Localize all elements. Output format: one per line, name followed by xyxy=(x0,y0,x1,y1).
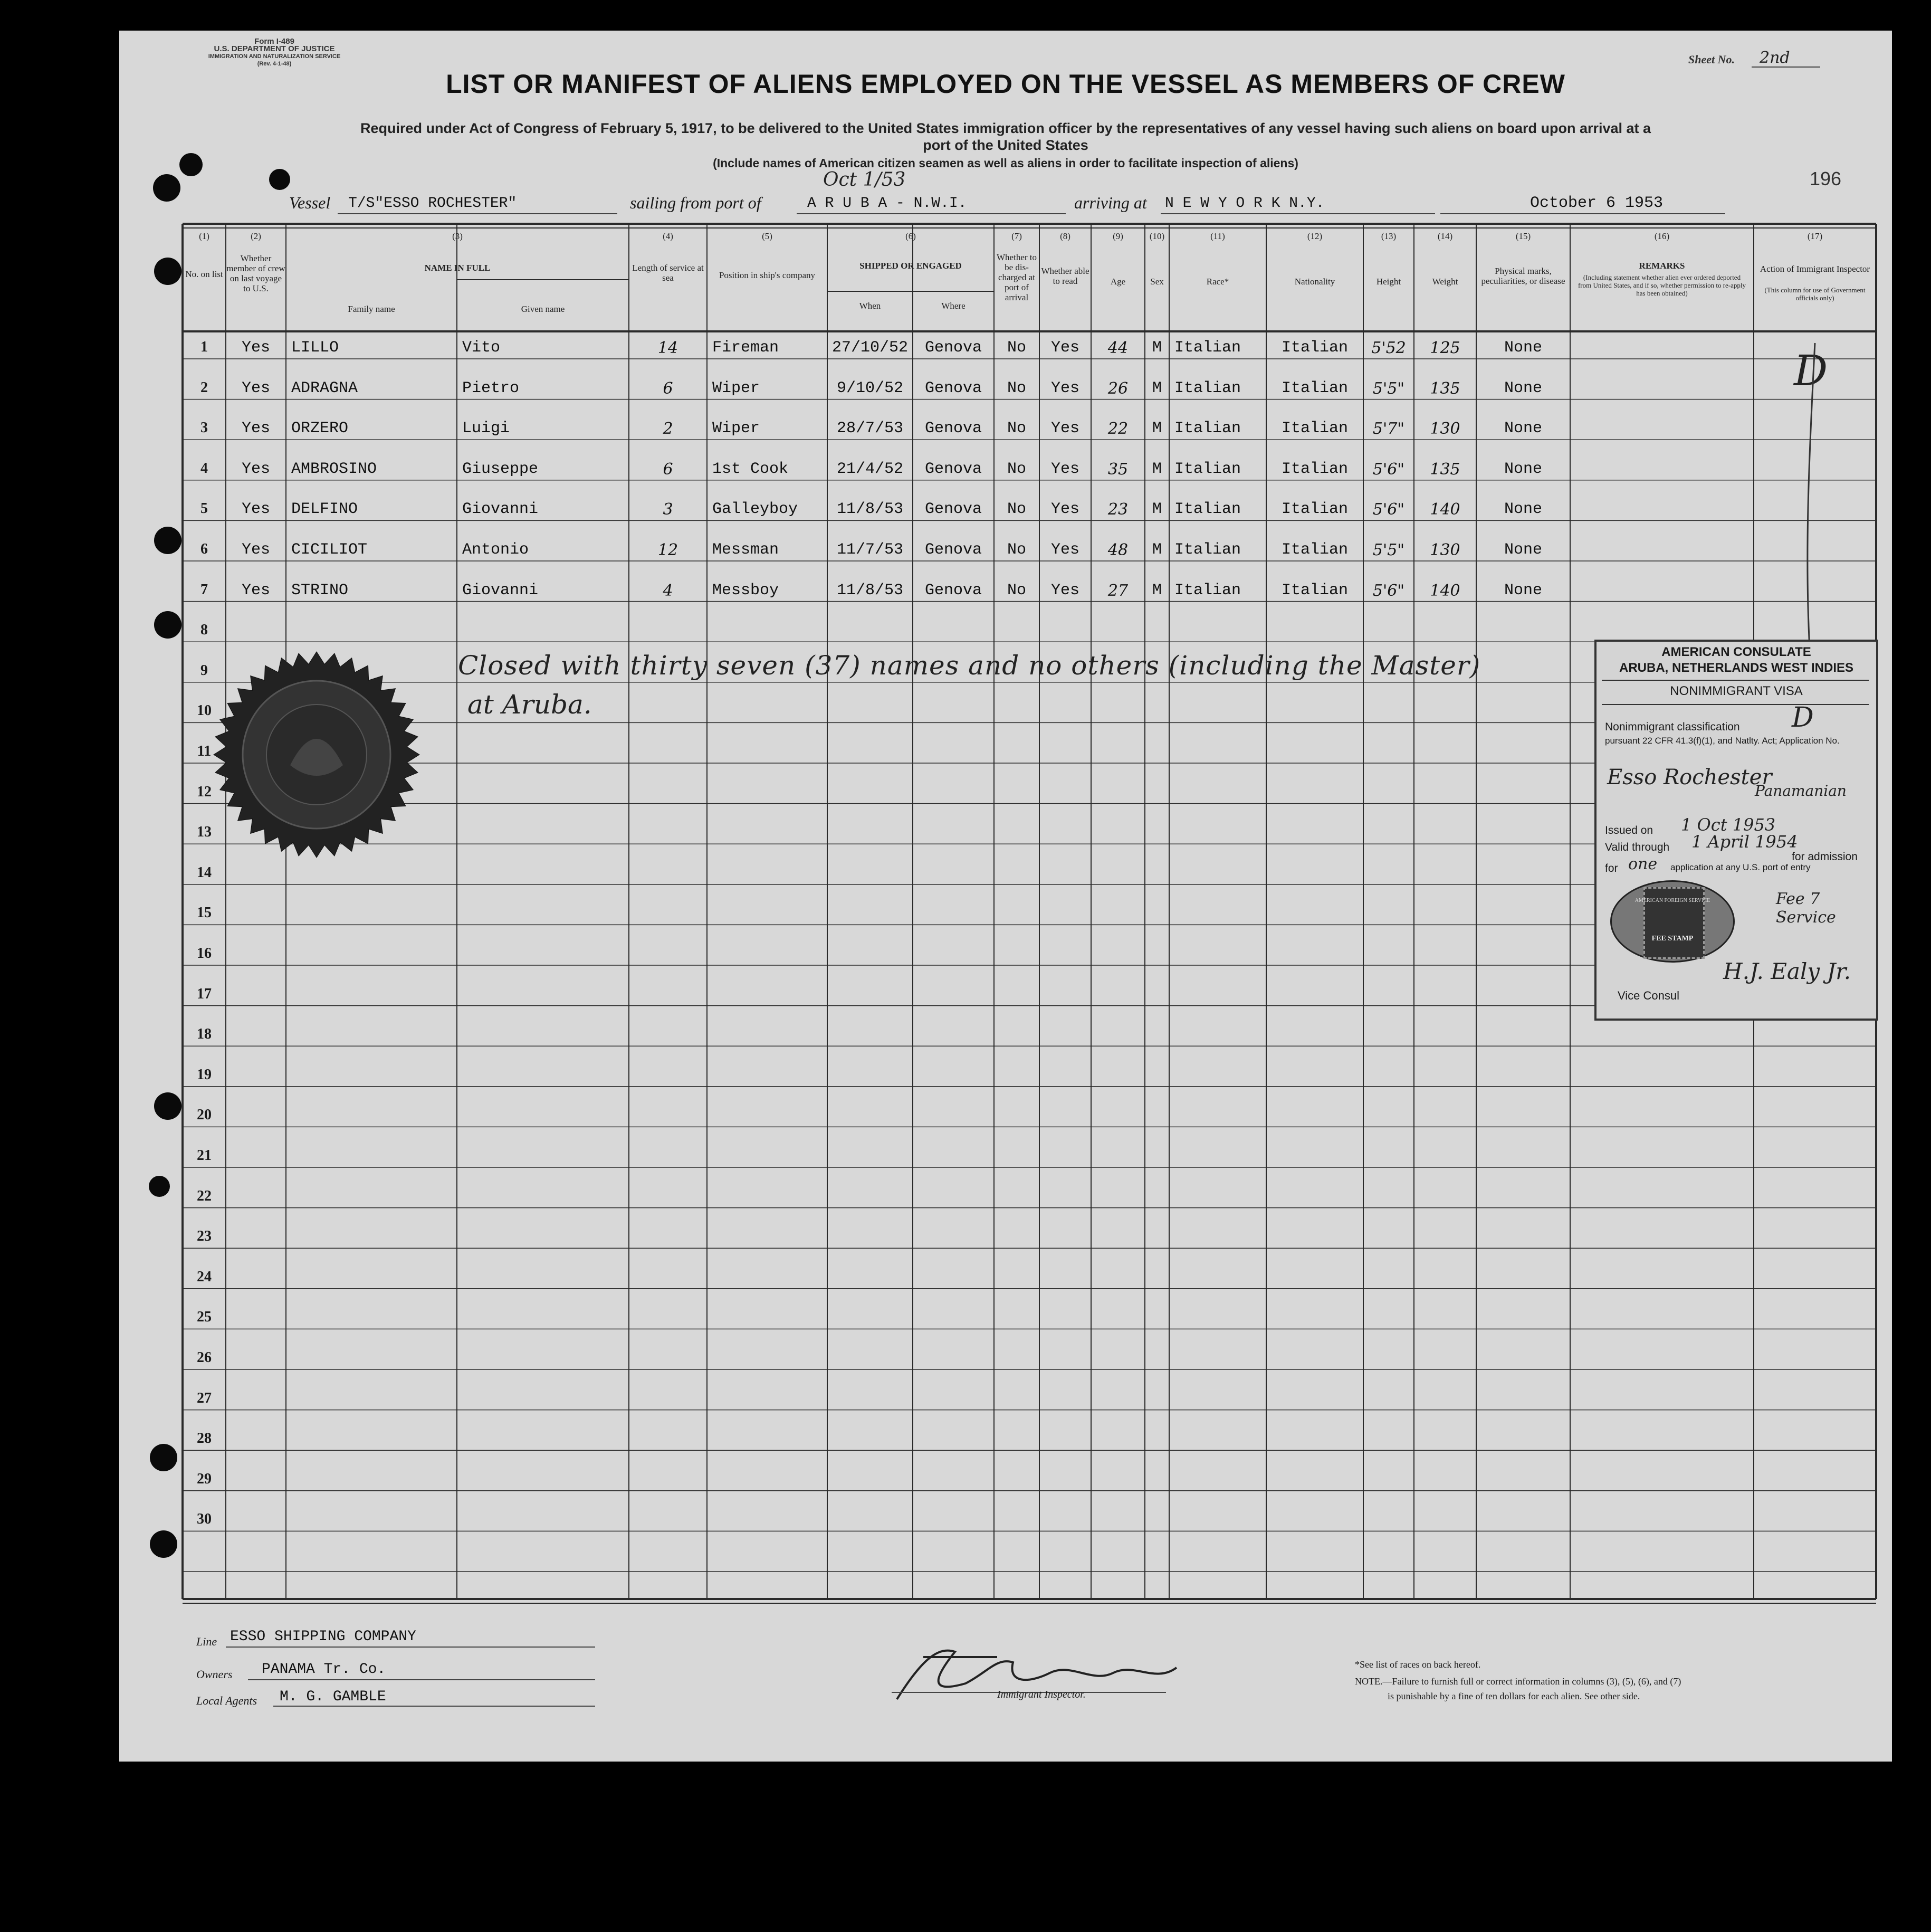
inspector-label: Immigrant Inspector. xyxy=(997,1689,1086,1700)
cell-where: Genova xyxy=(924,500,982,519)
page-number: 196 xyxy=(1810,168,1842,189)
cell-crew: Yes xyxy=(241,581,270,599)
line-value: ESSO SHIPPING COMPANY xyxy=(230,1629,416,1645)
cell-position: Wiper xyxy=(712,420,760,438)
cell-family: ORZERO xyxy=(291,420,349,438)
cell-where: Genova xyxy=(924,581,982,599)
cell-height: 5'7" xyxy=(1372,420,1405,439)
stamp-valid-label: Valid through xyxy=(1605,841,1670,853)
cell-sex: M xyxy=(1152,420,1162,438)
cell-read: Yes xyxy=(1050,339,1079,357)
cell-crew: Yes xyxy=(241,460,270,478)
col-number-14: (14) xyxy=(1437,231,1453,241)
cell-nationality: Italian xyxy=(1281,460,1349,478)
closing-note: Closed with thirty seven (37) names and no others (including the Master) xyxy=(458,650,1481,681)
col-header-name: NAME IN FULL xyxy=(424,263,491,273)
cell-marks: None xyxy=(1504,420,1542,438)
vessel-label: Vessel xyxy=(289,193,331,212)
stamp-application: application at any U.S. port of entry xyxy=(1670,862,1811,872)
cell-read: Yes xyxy=(1050,500,1079,519)
col-number-7: (7) xyxy=(1011,231,1022,241)
col-number-17: (17) xyxy=(1807,231,1823,241)
col-header-service: Length of service at sea xyxy=(632,263,704,283)
row-number: 30 xyxy=(197,1511,212,1528)
cell-position: 1st Cook xyxy=(712,460,789,478)
row-number: 20 xyxy=(197,1107,212,1124)
row-number: 19 xyxy=(197,1066,212,1083)
row-number: 25 xyxy=(197,1309,212,1326)
stamp-flag: Panamanian xyxy=(1755,782,1847,800)
cell-crew: Yes xyxy=(241,420,270,438)
stamp-location: ARUBA, NETHERLANDS WEST INDIES xyxy=(1619,661,1853,675)
stamp-seal-text: AMERICAN FOREIGN SERVICE xyxy=(1634,898,1710,903)
stamp-for-label: for xyxy=(1605,862,1618,874)
cell-read: Yes xyxy=(1050,581,1079,599)
row-number: 6 xyxy=(200,541,208,557)
row-number: 8 xyxy=(200,622,208,639)
cell-where: Genova xyxy=(924,541,982,559)
cell-given: Luigi xyxy=(462,420,510,438)
cell-age: 22 xyxy=(1107,420,1129,439)
cell-crew: Yes xyxy=(241,339,270,357)
col-header-remarks: REMARKS xyxy=(1639,261,1685,271)
cell-marks: None xyxy=(1504,541,1542,559)
col-number-10: (10) xyxy=(1149,231,1165,241)
stamp-for-value: one xyxy=(1628,855,1658,873)
col-number-13: (13) xyxy=(1381,231,1397,241)
col-header-action-sub: (This column for use of Government officials only) xyxy=(1764,286,1866,302)
footer-note-fine-2: is punishable by a fine of ten dollars for each alien. See other side. xyxy=(1388,1691,1640,1701)
cell-sex: M xyxy=(1152,581,1162,599)
cell-given: Giovanni xyxy=(462,581,539,599)
col-header-no: No. on list xyxy=(185,269,223,279)
cell-when: 11/7/53 xyxy=(836,541,904,559)
page-title: LIST OR MANIFEST OF ALIENS EMPLOYED ON THE VESSEL AS MEMBERS OF CREW xyxy=(446,69,1565,99)
cell-discharged: No xyxy=(1007,339,1026,357)
inspector-action-line xyxy=(1794,338,1825,654)
col-header-age: Age xyxy=(1110,277,1126,287)
cell-family: STRINO xyxy=(291,581,349,599)
cell-where: Genova xyxy=(924,460,982,478)
cell-sex: M xyxy=(1152,460,1162,478)
col-header-remarks-sub: (Including statement whether alien ever ordered deported from United States, and if so, whether permission to re-apply has been obtained) xyxy=(1578,273,1746,297)
col-header-family: Family name xyxy=(348,304,395,314)
col-header-weight: Weight xyxy=(1432,277,1458,287)
cell-service: 14 xyxy=(657,339,678,357)
col-header-action: Action of Immigrant Inspector xyxy=(1760,264,1870,274)
col-header-position: Position in ship's company xyxy=(719,270,816,280)
stamp-consulate: AMERICAN CONSULATE xyxy=(1661,645,1811,659)
cell-discharged: No xyxy=(1007,379,1026,397)
col-number-3: (3) xyxy=(452,231,463,241)
col-number-12: (12) xyxy=(1307,231,1323,241)
cell-weight: 135 xyxy=(1430,379,1460,398)
cell-given: Antonio xyxy=(462,541,529,559)
col-header-race: Race* xyxy=(1206,277,1229,287)
cell-given: Giovanni xyxy=(462,500,539,519)
stamp-pursuant: pursuant 22 CFR 41.3(f)(1), and Natlty. Act; Application No. xyxy=(1605,736,1840,746)
sailing-label: sailing from port of xyxy=(630,193,761,212)
col-header-read: Whether able to read xyxy=(1041,266,1089,286)
row-number: 1 xyxy=(200,339,208,355)
cell-where: Genova xyxy=(924,339,982,357)
cell-given: Vito xyxy=(462,339,501,357)
closing-note-place: at Aruba. xyxy=(467,689,592,720)
arriving-label: arriving at xyxy=(1074,193,1147,212)
stamp-admission-label: for admission xyxy=(1792,851,1858,863)
arriving-port: N E W Y O R K N.Y. xyxy=(1165,195,1325,212)
col-number-16: (16) xyxy=(1654,231,1670,241)
cell-nationality: Italian xyxy=(1281,581,1349,599)
consul-label: Vice Consul xyxy=(1618,989,1679,1002)
col-header-height: Height xyxy=(1376,277,1401,287)
line-label: Line xyxy=(196,1635,217,1648)
cell-marks: None xyxy=(1504,500,1542,519)
cell-weight: 130 xyxy=(1430,420,1460,439)
row-number: 15 xyxy=(197,905,212,921)
cell-service: 3 xyxy=(663,500,673,519)
sheet-label: Sheet No. xyxy=(1688,53,1735,66)
cell-when: 9/10/52 xyxy=(836,379,904,397)
col-number-6: (6) xyxy=(905,231,916,241)
consul-signature: H.J. Ealy Jr. xyxy=(1723,958,1851,984)
row-number: 9 xyxy=(200,662,208,679)
stamp-issued-label: Issued on xyxy=(1605,824,1653,836)
cell-when: 21/4/52 xyxy=(836,460,904,478)
cell-position: Messboy xyxy=(712,581,779,599)
col-header-sex: Sex xyxy=(1150,277,1164,287)
row-number: 4 xyxy=(200,460,208,477)
col-number-11: (11) xyxy=(1210,231,1225,241)
col-header-given: Given name xyxy=(521,304,565,314)
cell-read: Yes xyxy=(1050,541,1079,559)
embossed-seal xyxy=(211,649,422,860)
footer-note-fine: NOTE.—Failure to furnish full or correct information in columns (3), (5), (6), and (7) xyxy=(1355,1676,1681,1687)
cell-height: 5'6" xyxy=(1372,460,1405,479)
cell-age: 26 xyxy=(1107,379,1129,398)
row-number: 5 xyxy=(200,500,208,517)
form-department: U.S. DEPARTMENT OF JUSTICE xyxy=(214,44,335,53)
sailing-date-note: Oct 1/53 xyxy=(823,169,906,191)
cell-service: 2 xyxy=(663,420,673,439)
row-number: 26 xyxy=(197,1349,212,1366)
cell-position: Messman xyxy=(712,541,779,559)
col-header-where: Where xyxy=(941,301,965,311)
cell-nationality: Italian xyxy=(1281,541,1349,559)
cell-sex: M xyxy=(1152,339,1162,357)
cell-service: 6 xyxy=(663,460,673,479)
cell-when: 11/8/53 xyxy=(836,500,904,519)
col-number-15: (15) xyxy=(1515,231,1531,241)
cell-crew: Yes xyxy=(241,500,270,519)
col-header-marks: Physical marks, peculiarities, or disease xyxy=(1481,266,1565,286)
owners-label: Owners xyxy=(196,1668,233,1681)
agents-value: M. G. GAMBLE xyxy=(280,1689,386,1705)
cell-read: Yes xyxy=(1050,379,1079,397)
cell-service: 4 xyxy=(663,581,673,600)
col-number-1: (1) xyxy=(199,231,209,241)
owners-value: PANAMA Tr. Co. xyxy=(262,1661,386,1678)
row-number: 16 xyxy=(197,945,212,962)
col-header-nationality: Nationality xyxy=(1294,277,1335,287)
row-number: 3 xyxy=(200,420,208,436)
vessel-name: T/S"ESSO ROCHESTER" xyxy=(348,195,517,212)
cell-race: Italian xyxy=(1174,460,1241,478)
row-number: 2 xyxy=(200,379,208,396)
subtitle-port: port of the United States xyxy=(923,137,1088,153)
subtitle-include: (Include names of American citizen seamen as well as aliens in order to facilitate inspection of aliens) xyxy=(713,156,1298,170)
row-number: 23 xyxy=(197,1228,212,1245)
stamp-visa-type: NONIMMIGRANT VISA xyxy=(1670,684,1803,698)
cell-age: 35 xyxy=(1107,460,1129,479)
cell-discharged: No xyxy=(1007,541,1026,559)
cell-race: Italian xyxy=(1174,420,1241,438)
stamp-fee-note: Fee 7 Service xyxy=(1776,890,1836,927)
cell-race: Italian xyxy=(1174,541,1241,559)
cell-sex: M xyxy=(1152,500,1162,519)
cell-age: 44 xyxy=(1107,339,1129,357)
row-number: 18 xyxy=(197,1026,212,1043)
cell-weight: 130 xyxy=(1430,541,1460,559)
cell-weight: 125 xyxy=(1430,339,1460,357)
subtitle-act: Required under Act of Congress of February 5, 1917, to be delivered to the United States immigration officer by the representatives of any vessel having such aliens on board upon arrival at a xyxy=(360,120,1651,136)
cell-given: Giuseppe xyxy=(462,460,539,478)
cell-weight: 140 xyxy=(1430,500,1460,519)
cell-family: AMBROSINO xyxy=(291,460,377,478)
col-header-when: When xyxy=(859,301,881,311)
cell-height: 5'52 xyxy=(1371,339,1406,357)
cell-crew: Yes xyxy=(241,379,270,397)
arrival-date: October 6 1953 xyxy=(1530,194,1664,212)
cell-height: 5'6" xyxy=(1372,581,1405,600)
col-number-4: (4) xyxy=(663,231,673,241)
cell-discharged: No xyxy=(1007,581,1026,599)
cell-family: ADRAGNA xyxy=(291,379,358,397)
stamp-classification: D xyxy=(1792,702,1814,734)
row-number: 22 xyxy=(197,1187,212,1204)
cell-weight: 135 xyxy=(1430,460,1460,479)
row-number: 7 xyxy=(200,581,208,598)
row-number: 10 xyxy=(197,702,212,719)
cell-nationality: Italian xyxy=(1281,420,1349,438)
cell-marks: None xyxy=(1504,460,1542,478)
col-number-9: (9) xyxy=(1113,231,1123,241)
cell-service: 12 xyxy=(657,541,678,559)
inspector-action-mark: D xyxy=(1794,346,1828,395)
row-number: 24 xyxy=(197,1268,212,1285)
cell-when: 27/10/52 xyxy=(831,339,909,357)
sailing-port: A R U B A - N.W.I. xyxy=(807,195,967,212)
cell-age: 27 xyxy=(1107,581,1129,600)
cell-age: 48 xyxy=(1107,541,1129,559)
cell-sex: M xyxy=(1152,541,1162,559)
row-number: 17 xyxy=(197,985,212,1002)
cell-where: Genova xyxy=(924,379,982,397)
col-header-crew: Whether member of crew on last voyage to U.S. xyxy=(226,253,285,293)
stamp-issued: 1 Oct 1953 xyxy=(1681,815,1776,835)
cell-nationality: Italian xyxy=(1281,500,1349,519)
form-number: Form I-489 xyxy=(254,37,294,46)
row-number: 13 xyxy=(197,824,212,841)
cell-family: DELFINO xyxy=(291,500,358,519)
form-revision: (Rev. 4-1-48) xyxy=(257,61,292,67)
form-service: IMMIGRATION AND NATURALIZATION SERVICE xyxy=(208,53,341,60)
cell-when: 28/7/53 xyxy=(836,420,904,438)
cell-discharged: No xyxy=(1007,420,1026,438)
row-number: 11 xyxy=(197,743,212,759)
col-number-2: (2) xyxy=(251,231,261,241)
cell-marks: None xyxy=(1504,581,1542,599)
fee-stamp-seal xyxy=(1610,880,1735,963)
consulate-visa-stamp xyxy=(1594,640,1878,1021)
row-number: 27 xyxy=(197,1389,212,1406)
row-number: 21 xyxy=(197,1147,212,1164)
cell-given: Pietro xyxy=(462,379,520,397)
cell-age: 23 xyxy=(1107,500,1129,519)
cell-where: Genova xyxy=(924,420,982,438)
sheet-number: 2nd xyxy=(1760,49,1790,67)
cell-race: Italian xyxy=(1174,500,1241,519)
cell-height: 5'5" xyxy=(1372,541,1405,559)
col-header-discharged: Whether to be dis-charged at port of arrival xyxy=(997,252,1037,302)
cell-race: Italian xyxy=(1174,581,1241,599)
stamp-vessel: Esso Rochester xyxy=(1607,765,1772,789)
footer-note-races: *See list of races on back hereof. xyxy=(1355,1659,1481,1670)
col-number-5: (5) xyxy=(762,231,772,241)
cell-discharged: No xyxy=(1007,460,1026,478)
row-number: 29 xyxy=(197,1470,212,1487)
agents-label: Local Agents xyxy=(196,1694,257,1707)
cell-nationality: Italian xyxy=(1281,339,1349,357)
cell-family: LILLO xyxy=(291,339,339,357)
cell-marks: None xyxy=(1504,379,1542,397)
cell-position: Galleyboy xyxy=(712,500,798,519)
cell-race: Italian xyxy=(1174,339,1241,357)
cell-marks: None xyxy=(1504,339,1542,357)
cell-family: CICILIOT xyxy=(291,541,368,559)
cell-nationality: Italian xyxy=(1281,379,1349,397)
cell-read: Yes xyxy=(1050,460,1079,478)
cell-sex: M xyxy=(1152,379,1162,397)
cell-weight: 140 xyxy=(1430,581,1460,600)
row-number: 14 xyxy=(197,864,212,881)
cell-service: 6 xyxy=(663,379,673,398)
row-number: 28 xyxy=(197,1430,212,1447)
row-number: 12 xyxy=(197,783,212,800)
col-number-8: (8) xyxy=(1060,231,1070,241)
cell-position: Wiper xyxy=(712,379,760,397)
cell-height: 5'6" xyxy=(1372,500,1405,519)
col-header-shipped: SHIPPED OR ENGAGED xyxy=(859,261,962,271)
fee-stamp-label: FEE STAMP xyxy=(1651,935,1694,943)
cell-when: 11/8/53 xyxy=(836,581,904,599)
cell-race: Italian xyxy=(1174,379,1241,397)
cell-height: 5'5" xyxy=(1372,379,1405,398)
stamp-valid: 1 April 1954 xyxy=(1691,832,1798,852)
cell-position: Fireman xyxy=(712,339,779,357)
cell-discharged: No xyxy=(1007,500,1026,519)
stamp-classification-label: Nonimmigrant classification xyxy=(1605,721,1740,733)
cell-read: Yes xyxy=(1050,420,1079,438)
cell-crew: Yes xyxy=(241,541,270,559)
